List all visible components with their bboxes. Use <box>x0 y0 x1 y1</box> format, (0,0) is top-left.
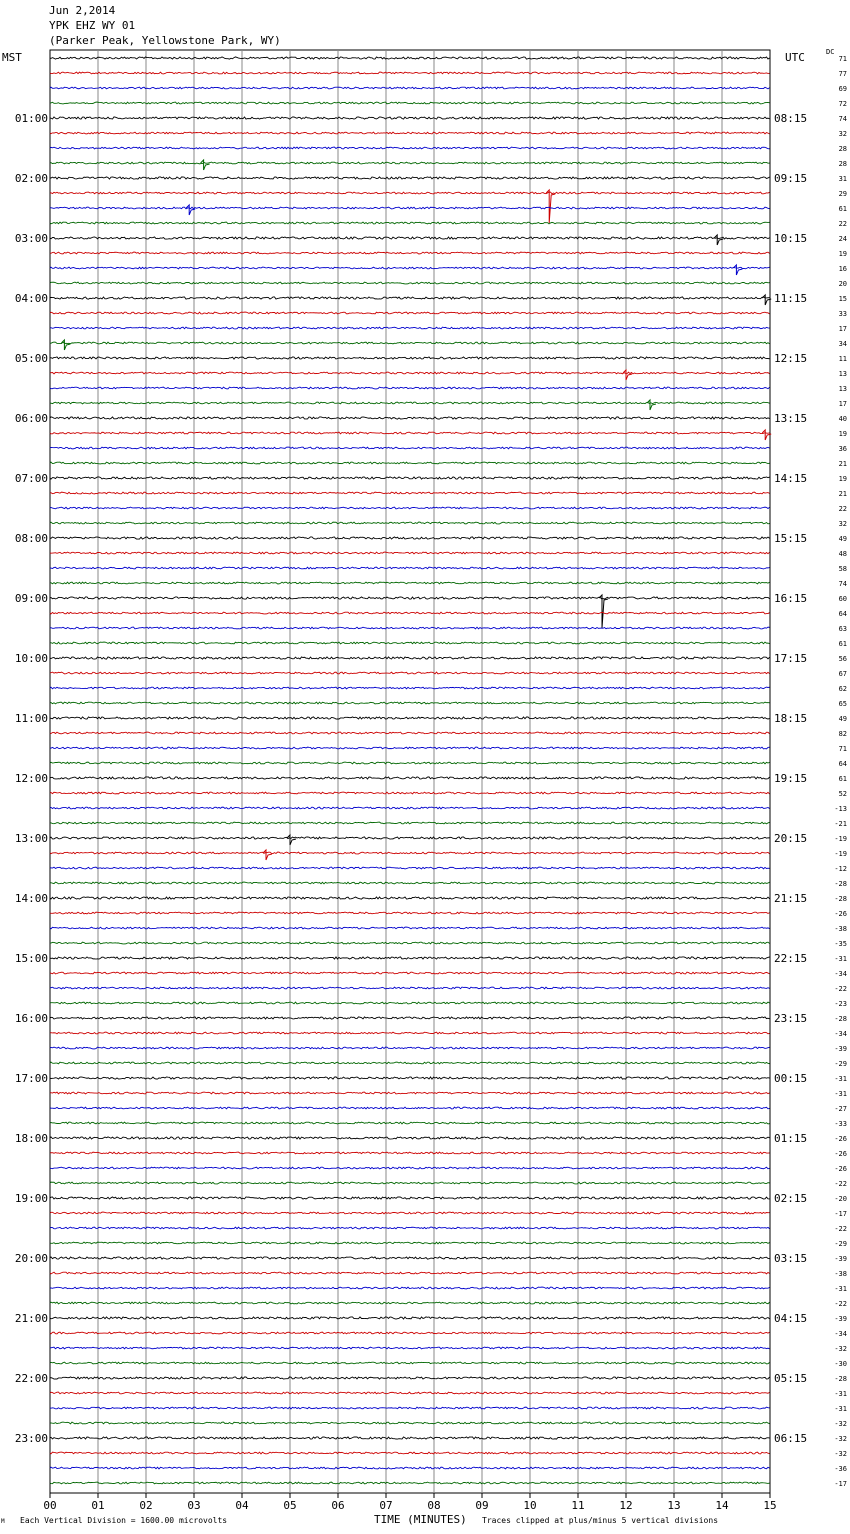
seismic-trace <box>50 597 770 599</box>
dc-offset-label: -27 <box>834 1105 847 1113</box>
dc-offset-label: 71 <box>838 55 847 63</box>
dc-offset-label: 32 <box>838 520 847 528</box>
mst-hour-label: 08:00 <box>14 532 48 545</box>
seismic-trace <box>50 747 770 749</box>
seismic-trace <box>50 762 770 764</box>
dc-offset-label: 61 <box>838 640 847 648</box>
event-spike <box>546 190 555 223</box>
seismic-trace <box>50 672 770 674</box>
seismic-trace <box>50 357 770 359</box>
corner-mark: M <box>1 1518 5 1525</box>
seismic-trace <box>50 1077 770 1079</box>
seismic-trace <box>50 957 770 959</box>
mst-hour-label: 09:00 <box>14 592 48 605</box>
dc-offset-label: 74 <box>838 580 847 588</box>
dc-offset-label: -13 <box>834 805 847 813</box>
utc-hour-label: 21:15 <box>774 892 808 905</box>
dc-offset-label: -32 <box>834 1345 847 1353</box>
dc-offset-label: 28 <box>838 145 847 153</box>
seismic-trace <box>50 237 770 239</box>
dc-offset-label: -20 <box>834 1195 847 1203</box>
dc-offset-label: -32 <box>834 1435 847 1443</box>
dc-offset-label: 22 <box>838 220 847 228</box>
utc-hour-label: 05:15 <box>774 1372 808 1385</box>
x-tick-label: 06 <box>331 1499 345 1512</box>
mst-hour-label: 20:00 <box>14 1252 48 1265</box>
seismic-trace <box>50 552 770 554</box>
dc-offset-label: -26 <box>834 1135 847 1143</box>
seismic-trace <box>50 432 770 434</box>
seismic-trace <box>50 1377 770 1379</box>
dc-offset-label: 77 <box>838 70 847 78</box>
x-tick-label: 02 <box>139 1499 153 1512</box>
utc-hour-label: 11:15 <box>774 292 808 305</box>
dc-offset-label: 67 <box>838 670 847 678</box>
seismic-trace <box>50 177 770 179</box>
mst-hour-label: 12:00 <box>14 772 48 785</box>
seismic-trace <box>50 792 770 794</box>
dc-offset-label: 20 <box>838 280 847 288</box>
dc-offset-label: 74 <box>838 115 847 123</box>
dc-offset-label: 17 <box>838 400 847 408</box>
seismic-trace <box>50 57 770 59</box>
seismic-trace <box>50 1107 770 1109</box>
dc-offset-label: -31 <box>834 1390 847 1398</box>
mst-hour-label: 13:00 <box>14 832 48 845</box>
x-tick-label: 12 <box>619 1499 633 1512</box>
seismic-trace <box>50 1422 770 1424</box>
utc-axis-label: UTC <box>785 51 805 64</box>
seismic-trace <box>50 882 770 884</box>
utc-hour-label: 10:15 <box>774 232 808 245</box>
dc-offset-label: 34 <box>838 340 847 348</box>
seismic-trace <box>50 1467 770 1469</box>
seismic-trace <box>50 132 770 134</box>
x-tick-label: 09 <box>475 1499 489 1512</box>
dc-offset-label: -17 <box>834 1210 847 1218</box>
dc-offset-label: 36 <box>838 445 847 453</box>
dc-offset-label: 22 <box>838 505 847 513</box>
event-spike <box>263 850 272 860</box>
dc-offset-label: -32 <box>834 1420 847 1428</box>
mst-hour-label: 01:00 <box>14 112 48 125</box>
seismic-trace <box>50 717 770 719</box>
dc-offset-label: 62 <box>838 685 847 693</box>
seismic-trace <box>50 1242 770 1244</box>
utc-hour-label: 19:15 <box>774 772 808 785</box>
dc-offset-label: 64 <box>838 610 847 618</box>
seismic-trace <box>50 72 770 74</box>
seismic-trace <box>50 507 770 509</box>
dc-offset-label: -31 <box>834 1405 847 1413</box>
dc-offset-label: -31 <box>834 1090 847 1098</box>
x-tick-label: 13 <box>667 1499 681 1512</box>
dc-offset-label: -17 <box>834 1480 847 1488</box>
seismic-trace <box>50 282 770 284</box>
dc-offset-label: 15 <box>838 295 847 303</box>
seismic-trace <box>50 387 770 389</box>
seismic-trace <box>50 612 770 614</box>
seismic-trace <box>50 1092 770 1094</box>
dc-offset-label: -26 <box>834 910 847 918</box>
x-tick-label: 05 <box>283 1499 297 1512</box>
seismic-trace <box>50 1137 770 1139</box>
dc-offset-label: 19 <box>838 250 847 258</box>
station-code: YPK EHZ WY 01 <box>49 19 136 32</box>
station-location: (Parker Peak, Yellowstone Park, WY) <box>49 34 281 47</box>
utc-hour-label: 08:15 <box>774 112 808 125</box>
seismic-trace <box>50 1482 770 1484</box>
seismic-trace <box>50 837 770 839</box>
x-tick-label: 11 <box>571 1499 585 1512</box>
seismic-trace <box>50 522 770 524</box>
seismic-trace <box>50 102 770 104</box>
seismic-trace <box>50 1167 770 1169</box>
mst-hour-label: 14:00 <box>14 892 48 905</box>
seismic-trace <box>50 372 770 374</box>
dc-offset-label: 64 <box>838 760 847 768</box>
dc-offset-label: 48 <box>838 550 847 558</box>
dc-offset-label: -34 <box>834 1330 847 1338</box>
seismic-trace <box>50 657 770 659</box>
seismic-trace <box>50 1347 770 1349</box>
seismic-trace <box>50 267 770 269</box>
utc-hour-label: 16:15 <box>774 592 808 605</box>
dc-offset-label: 21 <box>838 460 847 468</box>
clip-note: Traces clipped at plus/minus 5 vertical divisions <box>482 1516 719 1525</box>
seismic-trace <box>50 987 770 989</box>
seismic-trace <box>50 897 770 899</box>
seismic-trace <box>50 417 770 419</box>
dc-offset-label: 21 <box>838 490 847 498</box>
utc-hour-label: 20:15 <box>774 832 808 845</box>
seismic-trace <box>50 1407 770 1409</box>
dc-offset-label: 13 <box>838 385 847 393</box>
dc-offset-label: -19 <box>834 850 847 858</box>
dc-offset-label: -38 <box>834 925 847 933</box>
dc-offset-label: 82 <box>838 730 847 738</box>
dc-offset-label: -31 <box>834 955 847 963</box>
seismic-trace <box>50 477 770 479</box>
seismic-trace <box>50 1197 770 1199</box>
event-spike <box>623 370 632 380</box>
x-axis-title: TIME (MINUTES) <box>374 1513 467 1526</box>
x-tick-label: 08 <box>427 1499 441 1512</box>
dc-offset-label: 63 <box>838 625 847 633</box>
utc-hour-label: 22:15 <box>774 952 808 965</box>
dc-offset-label: -26 <box>834 1150 847 1158</box>
dc-offset-label: 13 <box>838 370 847 378</box>
seismic-trace <box>50 777 770 779</box>
dc-offset-label: -22 <box>834 1225 847 1233</box>
utc-hour-label: 14:15 <box>774 472 808 485</box>
seismic-trace <box>50 327 770 329</box>
mst-hour-label: 11:00 <box>14 712 48 725</box>
dc-offset-label: -32 <box>834 1450 847 1458</box>
seismic-trace <box>50 1287 770 1289</box>
seismic-trace <box>50 252 770 254</box>
dc-offset-label: -28 <box>834 880 847 888</box>
dc-offset-label: -19 <box>834 835 847 843</box>
seismic-trace <box>50 1272 770 1274</box>
dc-offset-label: -31 <box>834 1285 847 1293</box>
mst-hour-label: 17:00 <box>14 1072 48 1085</box>
event-spike <box>599 595 608 628</box>
mst-hour-label: 04:00 <box>14 292 48 305</box>
seismic-trace <box>50 1212 770 1214</box>
dc-offset-label: -34 <box>834 1030 847 1038</box>
seismic-trace <box>50 867 770 869</box>
dc-offset-label: -30 <box>834 1360 847 1368</box>
seismic-trace <box>50 207 770 209</box>
seismic-trace <box>50 1062 770 1064</box>
x-tick-label: 10 <box>523 1499 537 1512</box>
x-tick-label: 07 <box>379 1499 393 1512</box>
dc-offset-label: 58 <box>838 565 847 573</box>
mst-hour-label: 06:00 <box>14 412 48 425</box>
plot-date: Jun 2,2014 <box>49 4 116 17</box>
seismic-trace <box>50 627 770 629</box>
seismic-trace <box>50 222 770 224</box>
dc-offset-label: 71 <box>838 745 847 753</box>
utc-hour-label: 17:15 <box>774 652 808 665</box>
event-spike <box>61 340 70 350</box>
seismic-trace <box>50 492 770 494</box>
dc-offset-label: 56 <box>838 655 847 663</box>
seismic-trace <box>50 342 770 344</box>
dc-column-label: DC <box>826 48 835 56</box>
utc-hour-label: 04:15 <box>774 1312 808 1325</box>
x-tick-label: 00 <box>43 1499 57 1512</box>
mst-hour-label: 07:00 <box>14 472 48 485</box>
dc-offset-label: -34 <box>834 970 847 978</box>
seismic-trace <box>50 732 770 734</box>
dc-offset-label: 19 <box>838 475 847 483</box>
mst-hour-label: 05:00 <box>14 352 48 365</box>
seismic-trace <box>50 852 770 854</box>
dc-offset-label: -39 <box>834 1045 847 1053</box>
mst-hour-label: 16:00 <box>14 1012 48 1025</box>
seismic-trace <box>50 1452 770 1454</box>
event-spike <box>201 160 210 170</box>
seismic-trace <box>50 807 770 809</box>
seismic-trace <box>50 1017 770 1019</box>
dc-offset-label: -33 <box>834 1120 847 1128</box>
seismic-trace <box>50 912 770 914</box>
dc-offset-label: 11 <box>838 355 847 363</box>
dc-offset-label: 28 <box>838 160 847 168</box>
dc-offset-label: -22 <box>834 985 847 993</box>
dc-offset-label: -28 <box>834 895 847 903</box>
event-spike <box>287 835 296 845</box>
seismic-trace <box>50 1362 770 1364</box>
seismic-trace <box>50 702 770 704</box>
utc-hour-label: 12:15 <box>774 352 808 365</box>
utc-hour-label: 02:15 <box>774 1192 808 1205</box>
dc-offset-label: -39 <box>834 1255 847 1263</box>
event-spike <box>647 400 656 410</box>
seismic-trace <box>50 927 770 929</box>
dc-offset-label: -22 <box>834 1180 847 1188</box>
mst-hour-label: 10:00 <box>14 652 48 665</box>
seismic-trace <box>50 462 770 464</box>
seismic-trace <box>50 1317 770 1319</box>
dc-offset-label: -12 <box>834 865 847 873</box>
seismic-trace <box>50 402 770 404</box>
dc-offset-label: 31 <box>838 175 847 183</box>
x-tick-label: 03 <box>187 1499 201 1512</box>
dc-offset-label: -29 <box>834 1240 847 1248</box>
seismic-trace <box>50 822 770 824</box>
dc-offset-label: -39 <box>834 1315 847 1323</box>
seismic-trace <box>50 642 770 644</box>
dc-offset-label: -29 <box>834 1060 847 1068</box>
utc-hour-label: 06:15 <box>774 1432 808 1445</box>
seismic-trace <box>50 567 770 569</box>
utc-hour-label: 13:15 <box>774 412 808 425</box>
utc-hour-label: 15:15 <box>774 532 808 545</box>
dc-offset-label: 24 <box>838 235 847 243</box>
dc-offset-label: 61 <box>838 205 847 213</box>
seismic-trace <box>50 1332 770 1334</box>
seismic-trace <box>50 297 770 299</box>
dc-offset-label: -38 <box>834 1270 847 1278</box>
dc-offset-label: 29 <box>838 190 847 198</box>
seismic-trace <box>50 1002 770 1004</box>
dc-offset-label: -35 <box>834 940 847 948</box>
mst-hour-label: 22:00 <box>14 1372 48 1385</box>
dc-offset-label: -36 <box>834 1465 847 1473</box>
scale-note: Each Vertical Division = 1600.00 microvolts <box>20 1516 228 1525</box>
seismic-trace <box>50 537 770 539</box>
utc-hour-label: 03:15 <box>774 1252 808 1265</box>
seismic-trace <box>50 942 770 944</box>
dc-offset-label: 32 <box>838 130 847 138</box>
seismic-trace <box>50 1437 770 1439</box>
dc-offset-label: -23 <box>834 1000 847 1008</box>
mst-hour-label: 21:00 <box>14 1312 48 1325</box>
seismic-trace <box>50 1392 770 1394</box>
seismic-trace <box>50 147 770 149</box>
seismic-trace <box>50 1257 770 1259</box>
mst-hour-label: 03:00 <box>14 232 48 245</box>
x-tick-label: 15 <box>763 1499 777 1512</box>
mst-hour-label: 19:00 <box>14 1192 48 1205</box>
dc-offset-label: 40 <box>838 415 847 423</box>
dc-offset-label: 49 <box>838 715 847 723</box>
x-tick-label: 04 <box>235 1499 249 1512</box>
dc-offset-label: 33 <box>838 310 847 318</box>
dc-offset-label: -28 <box>834 1015 847 1023</box>
utc-hour-label: 00:15 <box>774 1072 808 1085</box>
seismic-trace <box>50 192 770 194</box>
dc-offset-label: -31 <box>834 1075 847 1083</box>
utc-hour-label: 09:15 <box>774 172 808 185</box>
utc-hour-label: 01:15 <box>774 1132 808 1145</box>
dc-offset-label: 61 <box>838 775 847 783</box>
seismic-trace <box>50 1182 770 1184</box>
mst-hour-label: 23:00 <box>14 1432 48 1445</box>
dc-offset-label: 72 <box>838 100 847 108</box>
seismic-trace <box>50 162 770 164</box>
dc-offset-label: 65 <box>838 700 847 708</box>
dc-offset-label: -28 <box>834 1375 847 1383</box>
dc-offset-label: 16 <box>838 265 847 273</box>
seismic-trace <box>50 1122 770 1124</box>
mst-hour-label: 18:00 <box>14 1132 48 1145</box>
utc-hour-label: 18:15 <box>774 712 808 725</box>
dc-offset-label: 69 <box>838 85 847 93</box>
mst-axis-label: MST <box>2 51 22 64</box>
seismic-trace <box>50 1302 770 1304</box>
mst-hour-label: 02:00 <box>14 172 48 185</box>
seismic-trace <box>50 687 770 689</box>
seismic-trace <box>50 117 770 119</box>
seismic-trace <box>50 1032 770 1034</box>
seismic-trace <box>50 972 770 974</box>
seismic-trace <box>50 312 770 314</box>
seismic-trace <box>50 582 770 584</box>
seismic-trace <box>50 87 770 89</box>
seismic-trace <box>50 1152 770 1154</box>
event-spike <box>733 265 742 275</box>
x-tick-label: 01 <box>91 1499 105 1512</box>
mst-hour-label: 15:00 <box>14 952 48 965</box>
seismic-trace <box>50 1047 770 1049</box>
dc-offset-label: 60 <box>838 595 847 603</box>
dc-offset-label: 52 <box>838 790 847 798</box>
dc-offset-label: 17 <box>838 325 847 333</box>
x-tick-label: 14 <box>715 1499 729 1512</box>
dc-offset-label: 49 <box>838 535 847 543</box>
dc-offset-label: 19 <box>838 430 847 438</box>
seismic-trace <box>50 1227 770 1229</box>
utc-hour-label: 23:15 <box>774 1012 808 1025</box>
dc-offset-label: -22 <box>834 1300 847 1308</box>
seismic-trace <box>50 447 770 449</box>
dc-offset-label: -21 <box>834 820 847 828</box>
plot-frame <box>50 50 770 1493</box>
dc-offset-label: -26 <box>834 1165 847 1173</box>
